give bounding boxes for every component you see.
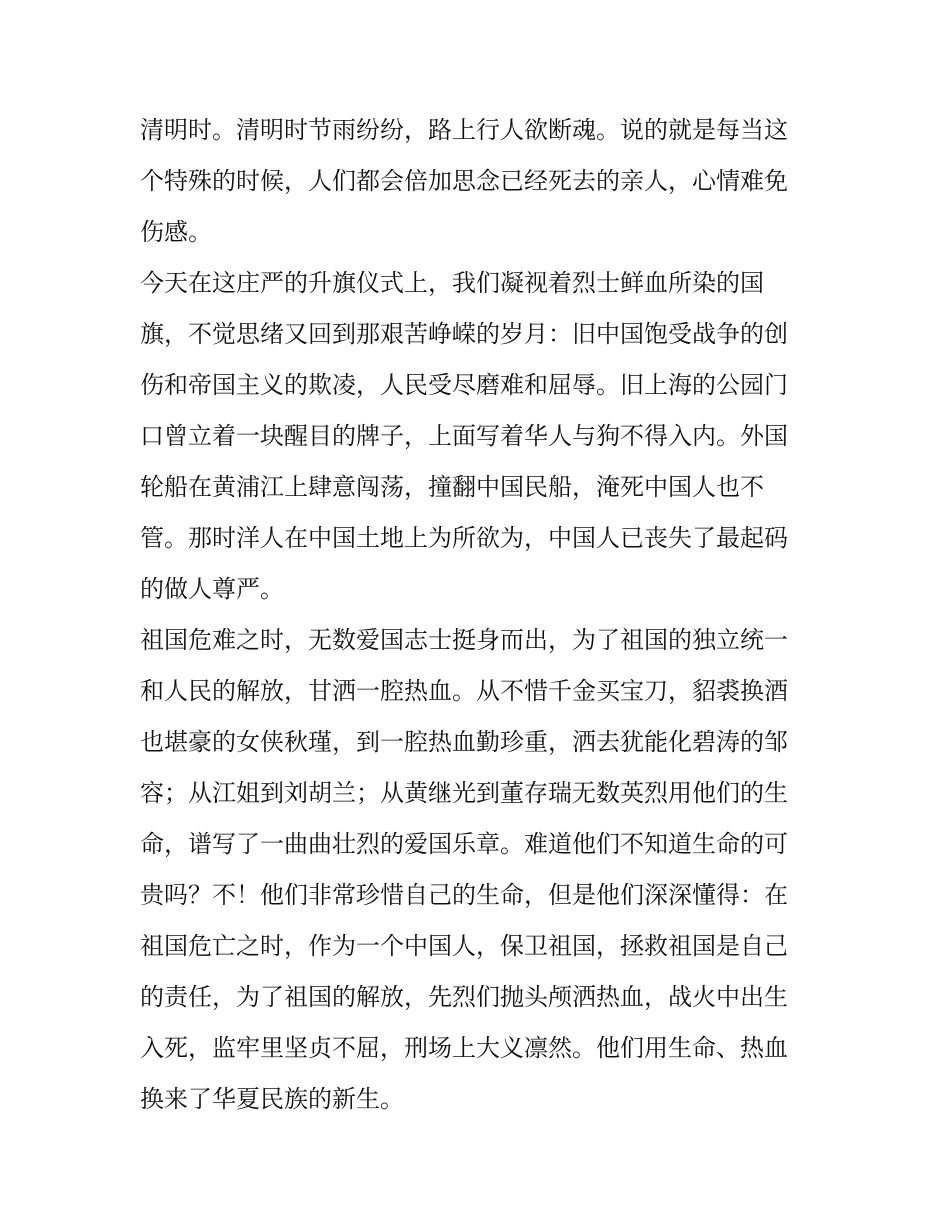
text-line: 旗，不觉思绪又回到那艰苦峥嵘的岁月：旧中国饱受战争的创 — [140, 320, 788, 348]
text-line: 清明时。清明时节雨纷纷，路上行人欲断魂。说的就是每当这 — [140, 116, 788, 144]
text-line: 个特殊的时候，人们都会倍加思念已经死去的亲人，心情难免 — [140, 167, 788, 195]
text-line: 管。那时洋人在中国土地上为所欲为，中国人已丧失了最起码 — [140, 524, 788, 552]
text-line: 轮船在黄浦江上肆意闯荡，撞翻中国民船，淹死中国人也不 — [140, 473, 764, 501]
text-line: 贵吗？不！他们非常珍惜自己的生命，但是他们深深懂得：在 — [140, 881, 788, 909]
text-line: 容；从江姐到刘胡兰；从黄继光到董存瑞无数英烈用他们的生 — [140, 779, 788, 807]
paragraph-3 — [140, 615, 820, 1125]
paragraph-1 — [140, 105, 820, 258]
text-line: 和人民的解放，甘洒一腔热血。从不惜千金买宝刀，貂裘换酒 — [140, 677, 788, 705]
text-line: 祖国危亡之时，作为一个中国人，保卫祖国，拯救祖国是自己 — [140, 932, 788, 960]
text-line: 伤和帝国主义的欺凌，人民受尽磨难和屈辱。旧上海的公园门 — [140, 371, 788, 399]
text-line: 命，谱写了一曲曲壮烈的爱国乐章。难道他们不知道生命的可 — [140, 830, 788, 858]
text-line: 今天在这庄严的升旗仪式上，我们凝视着烈士鲜血所染的国 — [140, 269, 764, 297]
text-line: 的做人尊严。 — [140, 575, 284, 603]
text-line: 祖国危难之时，无数爱国志士挺身而出，为了祖国的独立统一 — [140, 626, 788, 654]
paragraph-2 — [140, 258, 820, 615]
text-line: 也堪豪的女侠秋瑾，到一腔热血勤珍重，洒去犹能化碧涛的邹 — [140, 728, 788, 756]
text-line: 换来了华夏民族的新生。 — [140, 1085, 404, 1113]
text-line: 口曾立着一块醒目的牌子，上面写着华人与狗不得入内。外国 — [140, 422, 788, 450]
document-body — [140, 105, 820, 1125]
text-line: 伤感。 — [140, 218, 212, 246]
text-line: 的责任，为了祖国的解放，先烈们抛头颅洒热血，战火中出生 — [140, 983, 788, 1011]
text-line: 入死，监牢里坚贞不屈，刑场上大义凛然。他们用生命、热血 — [140, 1034, 788, 1062]
